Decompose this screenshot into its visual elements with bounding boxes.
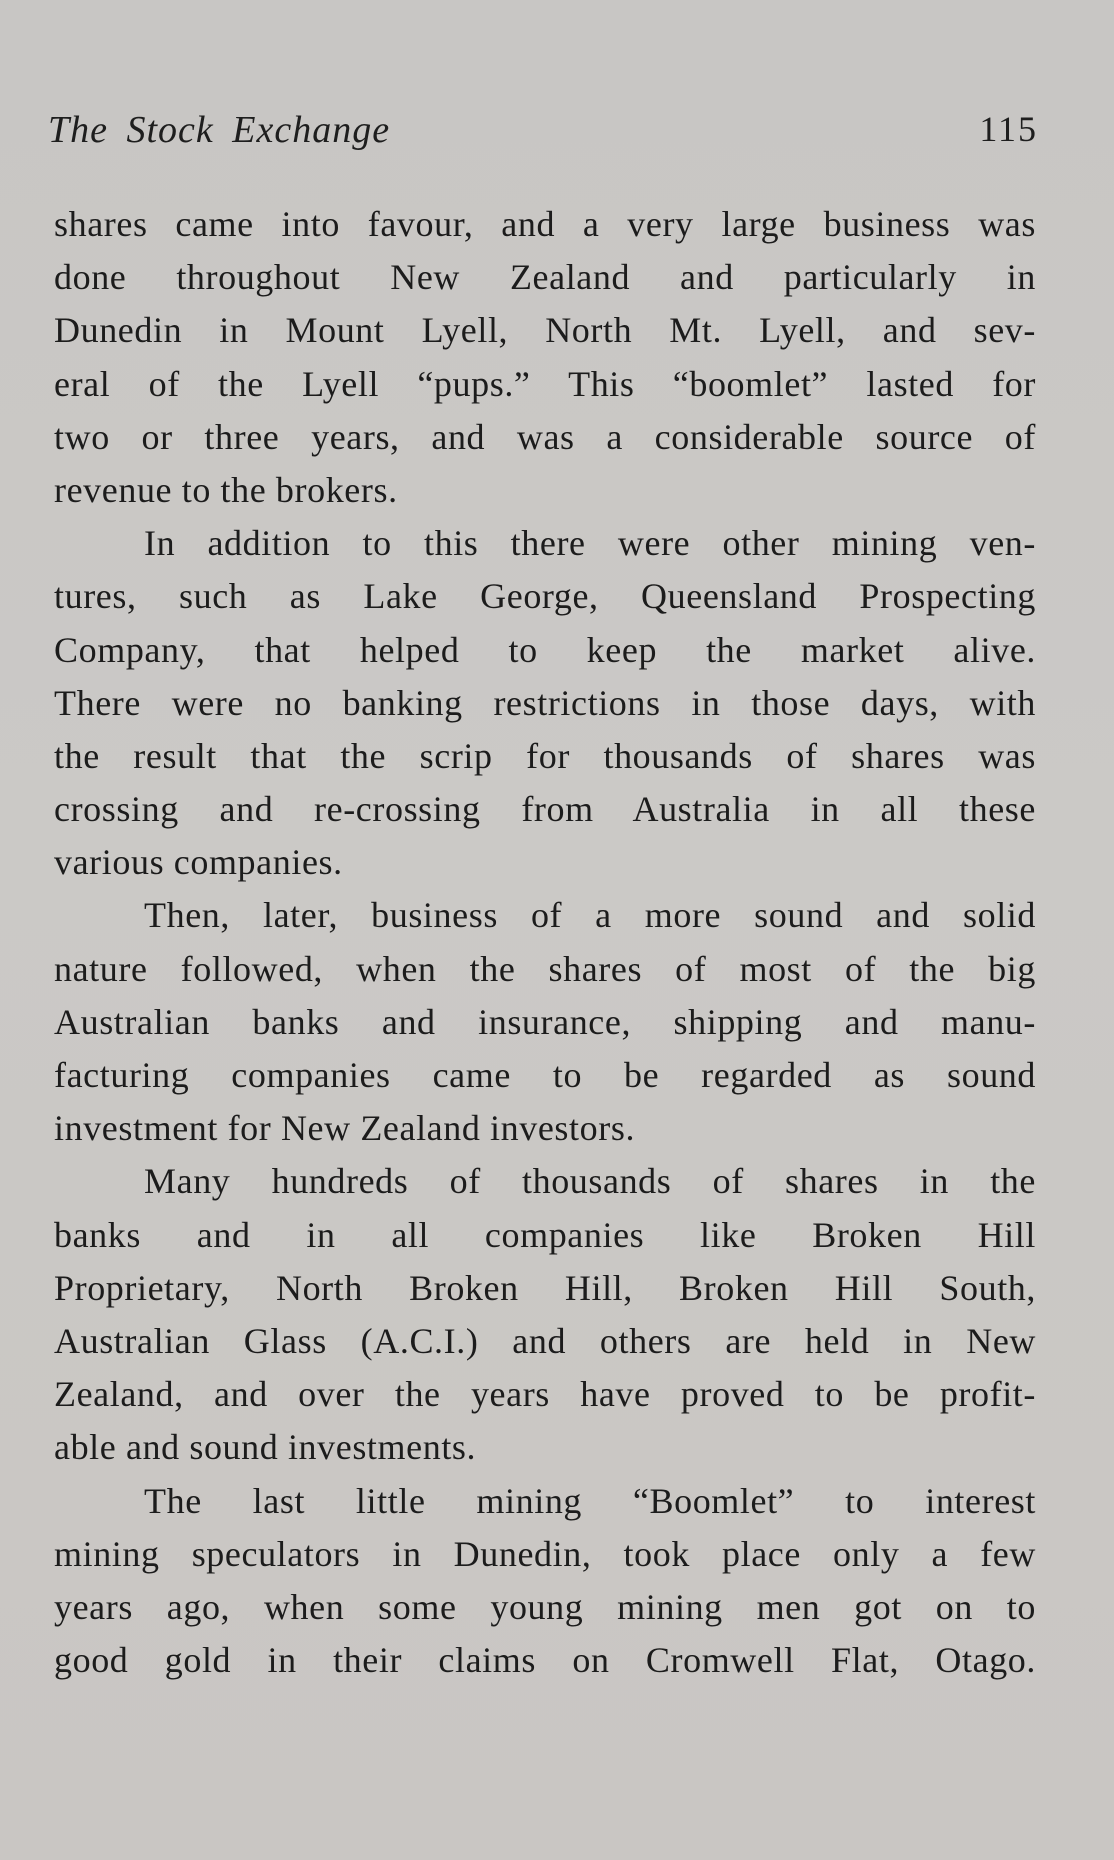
- text-line: Dunedin in Mount Lyell, North Mt. Lyell, and sev-: [54, 310, 1036, 351]
- text-line: nature followed, when the shares of most of the big: [54, 948, 1036, 989]
- text-line: Company, that helped to keep the market alive.: [54, 629, 1036, 670]
- running-head: [48, 108, 1038, 158]
- text-line: Zealand, and over the years have proved to be profit-: [54, 1374, 1036, 1415]
- text-line: mining speculators in Dunedin, took place only a few: [54, 1533, 1036, 1574]
- text-line: Proprietary, North Broken Hill, Broken Hill South,: [54, 1267, 1036, 1308]
- text-line: revenue to the brokers.: [54, 469, 398, 510]
- text-line: good gold in their claims on Cromwell Flat, Otago.: [54, 1640, 1036, 1681]
- text-line: investment for New Zealand investors.: [54, 1108, 636, 1149]
- page-number: 115: [979, 109, 1038, 149]
- running-title: The Stock Exchange: [48, 109, 391, 151]
- text-line: banks and in all companies like Broken Hill: [54, 1214, 1036, 1255]
- paragraph-first-line: The last little mining “Boomlet” to interest: [144, 1480, 1036, 1521]
- text-line: two or three years, and was a considerable source of: [54, 416, 1036, 457]
- text-line: crossing and re-crossing from Australia in all these: [54, 789, 1036, 830]
- text-line: There were no banking restrictions in those days, with: [54, 682, 1036, 723]
- text-line: tures, such as Lake George, Queensland Prospecting: [54, 576, 1036, 617]
- paragraph-first-line: In addition to this there were other mining ven-: [144, 523, 1036, 564]
- body-text: [54, 198, 1036, 1687]
- text-line: years ago, when some young mining men got on to: [54, 1586, 1036, 1627]
- text-line: various companies.: [54, 842, 343, 883]
- text-line: facturing companies came to be regarded as sound: [54, 1055, 1036, 1095]
- text-line: done throughout New Zealand and particularly in: [54, 257, 1036, 298]
- text-line: Australian Glass (A.C.I.) and others are held in New: [54, 1320, 1036, 1361]
- text-line: eral of the Lyell “pups.” This “boomlet” lasted for: [54, 363, 1036, 404]
- text-line: Australian banks and insurance, shipping and manu-: [54, 1001, 1036, 1042]
- paragraph-first-line: Many hundreds of thousands of shares in the: [144, 1161, 1036, 1202]
- paragraph-first-line: Then, later, business of a more sound and solid: [144, 895, 1036, 936]
- text-line: able and sound investments.: [54, 1427, 477, 1468]
- text-line: shares came into favour, and a very large business was: [54, 204, 1036, 244]
- text-line: the result that the scrip for thousands of shares was: [54, 735, 1036, 776]
